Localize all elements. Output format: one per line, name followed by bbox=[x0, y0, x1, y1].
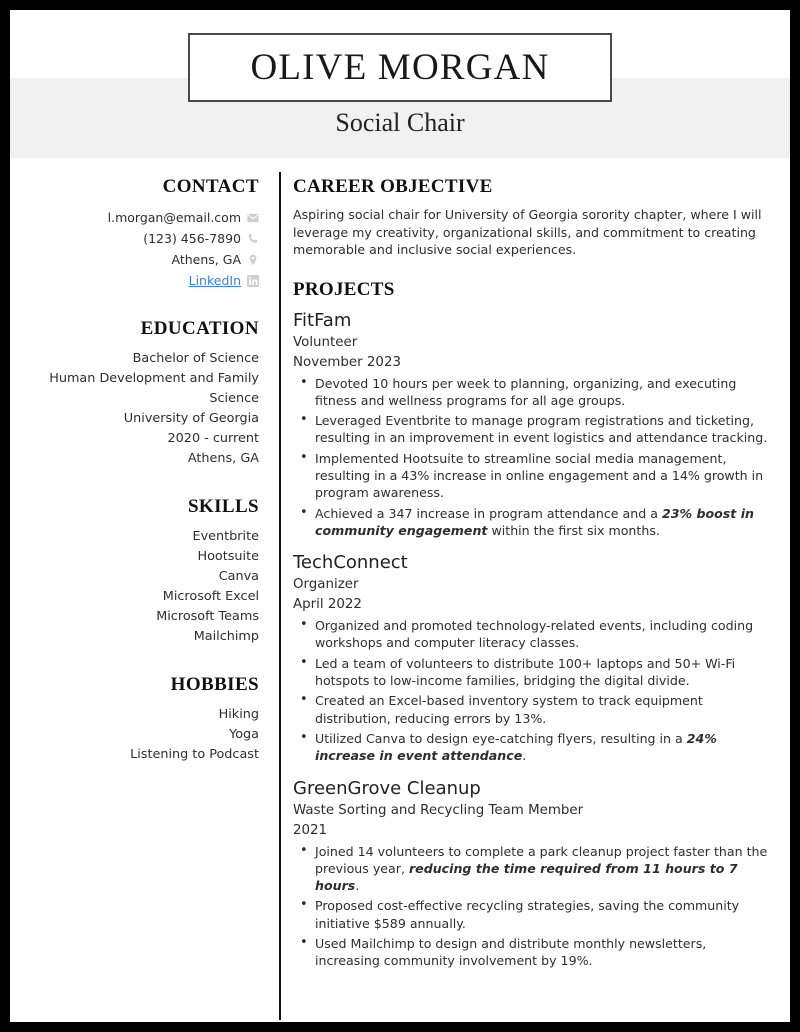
project-bullet: • Implemented Hootsuite to streamline social media management, resulting in a 43% increase in online engagement and a 14% growth in program awareness. bbox=[293, 450, 774, 502]
main-content bbox=[269, 158, 790, 982]
skill-item: Mailchimp bbox=[193, 629, 259, 644]
column-divider bbox=[279, 172, 281, 1020]
objective-heading: CAREER OBJECTIVE bbox=[293, 176, 493, 197]
location-pin-icon bbox=[247, 254, 259, 266]
project-bullet: • Leveraged Eventbrite to manage program registrations and ticketing, resulting in an improvement in event logistics and attendance tracking. bbox=[293, 412, 774, 447]
project-bullet: • Devoted 10 hours per week to planning, organizing, and executing fitness and wellness programs for all age groups. bbox=[293, 375, 774, 410]
project-bullet-list bbox=[293, 375, 774, 540]
contact-item-label: (123) 456-7890 bbox=[143, 231, 241, 246]
project-bullet: • Joined 14 volunteers to complete a park cleanup project faster than the previous year, reducing the time required from 11 hours to 7 hours. bbox=[293, 843, 774, 895]
linkedin-icon bbox=[247, 275, 259, 287]
bullet-highlight: reducing the time required from 11 hours to 7 hours bbox=[315, 860, 738, 894]
project-role: Organizer bbox=[293, 577, 359, 593]
project-date: April 2022 bbox=[293, 597, 362, 613]
project-role: Waste Sorting and Recycling Team Member bbox=[293, 802, 584, 818]
project-bullet: • Used Mailchimp to design and distribute monthly newsletters, increasing community involvement by 19%. bbox=[293, 935, 774, 970]
skills-heading: SKILLS bbox=[187, 496, 259, 517]
hobby-item: Hiking bbox=[218, 707, 259, 722]
hobby-item: Yoga bbox=[229, 727, 259, 742]
education-line: University of Georgia bbox=[123, 411, 259, 426]
contact-item-label: Athens, GA bbox=[171, 252, 241, 267]
skill-item: Microsoft Excel bbox=[162, 589, 259, 604]
education-heading: EDUCATION bbox=[140, 318, 259, 339]
project-entry bbox=[293, 309, 774, 540]
hobby-item: Listening to Podcast bbox=[130, 747, 259, 762]
project-entry bbox=[293, 777, 774, 970]
education-line: 2020 - current bbox=[167, 431, 259, 446]
envelope-icon bbox=[247, 212, 259, 224]
education-line: Human Development and Family Science bbox=[49, 371, 259, 406]
hobbies-list bbox=[16, 705, 259, 765]
project-role: Volunteer bbox=[293, 334, 358, 350]
contact-item-linkedin[interactable] bbox=[16, 270, 259, 291]
resume-header bbox=[10, 10, 790, 158]
objective-text: Aspiring social chair for University of Georgia sorority chapter, where I will leverage my creativity, organizational skills, and commitment to creating memorable and inclusive social experiences. bbox=[293, 207, 762, 257]
project-bullet: • Led a team of volunteers to distribute 100+ laptops and 50+ Wi-Fi hotspots to low-income families, bridging the digital divide. bbox=[293, 655, 774, 690]
contact-item-phone bbox=[16, 228, 259, 249]
education-list bbox=[16, 349, 259, 469]
project-bullet: • Created an Excel-based inventory system to track equipment distribution, reducing errors by 13%. bbox=[293, 692, 774, 727]
project-bullet-list bbox=[293, 843, 774, 970]
candidate-name: OLIVE MORGAN bbox=[250, 47, 550, 88]
contact-item-label[interactable]: LinkedIn bbox=[188, 273, 241, 288]
project-bullet: • Organized and promoted technology-related events, including coding workshops and computer literacy classes. bbox=[293, 617, 774, 652]
project-bullet-list bbox=[293, 617, 774, 764]
skill-item: Hootsuite bbox=[197, 549, 259, 564]
bullet-highlight: 23% boost in community engagement bbox=[315, 505, 754, 538]
project-date: 2021 bbox=[293, 822, 328, 838]
resume-page bbox=[10, 10, 790, 1022]
contact-item-envelope bbox=[16, 207, 259, 228]
skills-list bbox=[16, 527, 259, 647]
project-name: GreenGrove Cleanup bbox=[293, 777, 481, 799]
resume-body bbox=[10, 158, 790, 982]
skill-item: Canva bbox=[218, 569, 259, 584]
skill-item: Microsoft Teams bbox=[156, 609, 259, 624]
job-title: Social Chair bbox=[335, 108, 465, 137]
education-line: Athens, GA bbox=[187, 451, 259, 466]
contact-list bbox=[16, 207, 259, 291]
project-entry bbox=[293, 551, 774, 764]
contact-heading: CONTACT bbox=[162, 176, 259, 197]
skill-item: Eventbrite bbox=[192, 529, 259, 544]
hobbies-heading: HOBBIES bbox=[170, 674, 259, 695]
project-bullet: • Achieved a 347 increase in program attendance and a 23% boost in community engagement within the first six months. bbox=[293, 505, 774, 540]
project-bullet: • Utilized Canva to design eye-catching flyers, resulting in a 24% increase in event attendance. bbox=[293, 730, 774, 765]
contact-item-location-pin bbox=[16, 249, 259, 270]
bullet-highlight: 24% increase in event attendance bbox=[315, 730, 717, 764]
project-date: November 2023 bbox=[293, 354, 401, 370]
name-box bbox=[188, 33, 612, 102]
project-name: FitFam bbox=[293, 309, 352, 331]
project-name: TechConnect bbox=[293, 552, 408, 574]
projects-list bbox=[293, 309, 774, 970]
education-line: Bachelor of Science bbox=[132, 351, 259, 366]
project-bullet: • Proposed cost-effective recycling strategies, saving the community initiative $589 annually. bbox=[293, 897, 774, 932]
contact-item-label: l.morgan@email.com bbox=[107, 210, 241, 225]
sidebar bbox=[10, 158, 269, 982]
projects-heading: PROJECTS bbox=[293, 278, 395, 300]
phone-icon bbox=[247, 233, 259, 245]
